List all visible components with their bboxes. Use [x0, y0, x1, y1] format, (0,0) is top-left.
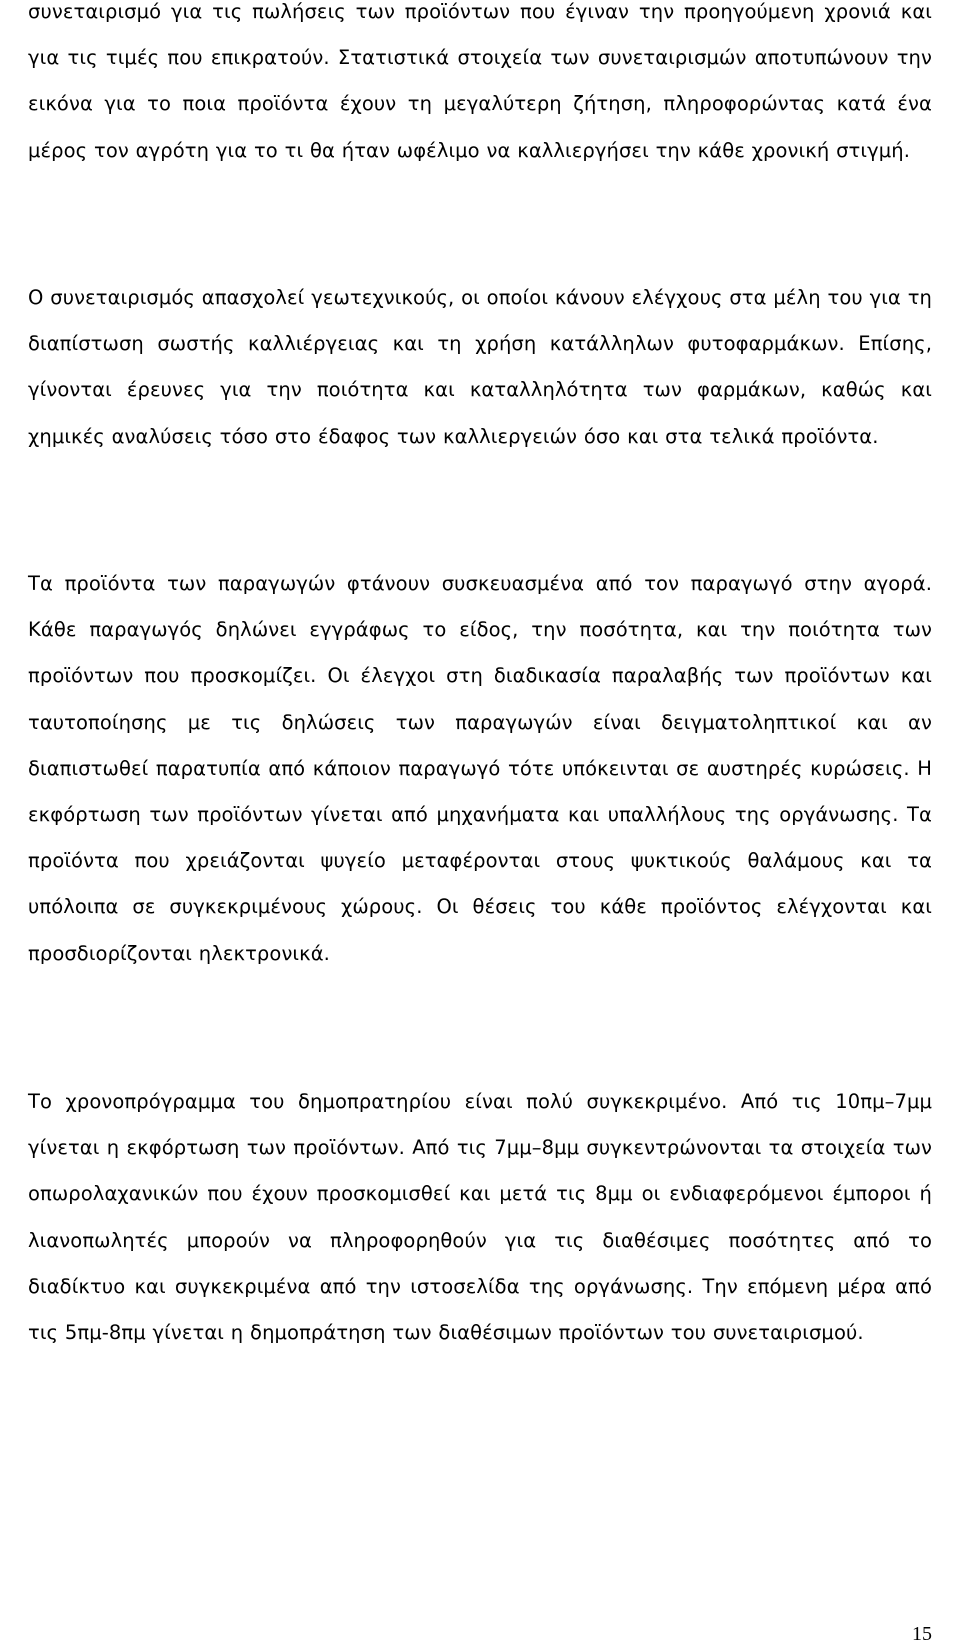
paragraph-auction-schedule: Το χρονοπρόγραμμα του δημοπρατηρίου είναι πολύ συγκεκριμένο. Από τις 10πμ–7μμ γίνεται η εκφόρτωση των προϊόντων. Από τις 7μμ–8μμ συγκεντρώνονται τα στοιχεία των οπωρολαχανικών που έχουν προσκομισθεί και μετά τις 8μμ οι ενδιαφερόμενοι έμποροι ή λιανοπωλητές μπορούν να πληροφορηθούν για τις διαθέσιμες ποσότητες από το διαδίκτυο και συγκεκριμένα από την ιστοσελίδα της οργάνωσης. Την επόμενη μέρα από τις 5πμ-8πμ γίνεται η δημοπράτηση των διαθέσιμων προϊόντων του συνεταιρισμού. — [28, 1090, 932, 1345]
paragraph-agronomist-checks: Ο συνεταιρισμός απασχολεί γεωτεχνικούς, οι οποίοι κάνουν ελέγχους στα μέλη του για τη διαπίστωση σωστής καλλιέργειας και τη χρήση κατάλληλων φυτοφαρμάκων. Επίσης, γίνονται έρευνες για την ποιότητα και καταλληλότητα των φαρμάκων, καθώς και χημικές αναλύσεις τόσο στο έδαφος των καλλιεργειών όσο και στα τελικά προϊόντα. — [28, 286, 932, 448]
paragraph-product-delivery: Τα προϊόντα των παραγωγών φτάνουν συσκευασμένα από τον παραγωγό στην αγορά. Κάθε παραγωγός δηλώνει εγγράφως το είδος, την ποσότητα, και την ποιότητα των προϊόντων που προσκομίζει. Οι έλεγχοι στη διαδικασία παραλαβής των προϊόντων και ταυτοποίησης με τις δηλώσεις των παραγωγών είναι δειγματοληπτικοί και αν διαπιστωθεί παρατυπία από κάποιον παραγωγό τότε υπόκεινται σε αυστηρές κυρώσεις. Η εκφόρτωση των προϊόντων γίνεται από μηχανήματα και υπαλλήλους της οργάνωσης. Τα προϊόντα που χρειάζονται ψυγείο μεταφέρονται στους ψυκτικούς θαλάμους και τα υπόλοιπα σε συγκεκριμένους χώρους. Οι θέσεις του κάθε προϊόντος ελέγχονται και προσδιορίζονται ηλεκτρονικά. — [28, 572, 932, 965]
document-page — [28, 0, 932, 1652]
paragraph-sales-statistics: συνεταιρισμό για τις πωλήσεις των προϊόντων που έγιναν την προηγούμενη χρονιά και για τις τιμές που επικρατούν. Στατιστικά στοιχεία των συνεταιρισμών αποτυπώνουν την εικόνα για το ποια προϊόντα έχουν τη μεγαλύτερη ζήτηση, πληροφορώντας κατά ένα μέρος τον αγρότη για το τι θα ήταν ωφέλιμο να καλλιεργήσει την κάθε χρονική στιγμή. — [28, 0, 932, 162]
page-number: 15 — [912, 1623, 932, 1645]
